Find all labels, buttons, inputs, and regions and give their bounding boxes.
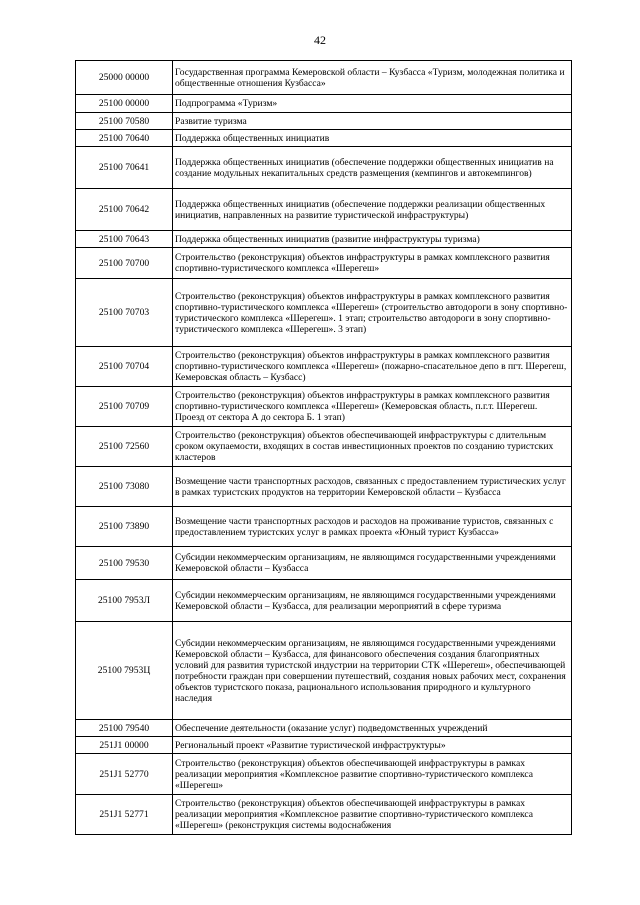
row-code: 25100 79530 <box>76 547 173 580</box>
table-row <box>76 113 572 130</box>
table-row <box>76 387 572 427</box>
table-row <box>76 622 572 720</box>
row-name: Развитие туризма <box>173 113 572 130</box>
budget-classification-table <box>75 60 572 835</box>
table-row <box>76 467 572 507</box>
table-row <box>76 580 572 622</box>
row-code: 25100 79540 <box>76 720 173 737</box>
table-row <box>76 279 572 347</box>
row-code: 25100 70709 <box>76 387 173 427</box>
row-code: 25100 72560 <box>76 427 173 467</box>
row-code: 25100 70640 <box>76 130 173 147</box>
row-name: Поддержка общественных инициатив <box>173 130 572 147</box>
row-name: Строительство (реконструкция) объектов инфраструктуры в рамках комплексного развития спортивно-туристического комплекса «Шерегеш» <box>173 248 572 279</box>
table-row <box>76 347 572 387</box>
row-code: 251J1 52771 <box>76 795 173 835</box>
row-code: 25100 7953Л <box>76 580 173 622</box>
row-name: Субсидии некоммерческим организациям, не являющимся государственными учреждениями Кемеровской области – Кузбасса, для финансового обеспечения создания благоприятных условий для развития туристской индустрии на территории СТК «Шерегеш», обеспечивающей потребности граждан при совершении путешествий, создания новых рабочих мест, сохранения объектов туристского показа, рационального использования природного и культурного наследия <box>173 622 572 720</box>
row-name: Обеспечение деятельности (оказание услуг) подведомственных учреждений <box>173 720 572 737</box>
row-name: Субсидии некоммерческим организациям, не являющимся государственными учреждениями Кемеровской области – Кузбасса, для реализации мероприятий в сфере туризма <box>173 580 572 622</box>
table-row <box>76 427 572 467</box>
table-row <box>76 147 572 189</box>
table-row <box>76 720 572 737</box>
row-code: 25100 7953Ц <box>76 622 173 720</box>
row-code: 25100 73080 <box>76 467 173 507</box>
table-row <box>76 795 572 835</box>
row-code: 25100 70703 <box>76 279 173 347</box>
table-row <box>76 61 572 95</box>
row-name: Строительство (реконструкция) объектов обеспечивающей инфраструктуры с длительным сроком окупаемости, входящих в состав инвестиционных проектов по созданию туристских кластеров <box>173 427 572 467</box>
table-row <box>76 189 572 231</box>
table-row <box>76 737 572 754</box>
table-row <box>76 248 572 279</box>
row-code: 25100 70700 <box>76 248 173 279</box>
row-code: 25100 70580 <box>76 113 173 130</box>
row-code: 251J1 52770 <box>76 754 173 795</box>
row-name: Подпрограмма «Туризм» <box>173 95 572 113</box>
table-row <box>76 547 572 580</box>
row-name: Строительство (реконструкция) объектов инфраструктуры в рамках комплексного развития спортивно-туристического комплекса «Шерегеш» (строительство автодороги в зону спортивно-туристического комплекса «Шерегеш». 1 этап; строительство автодороги в зону спортивно-туристического комплекса «Шерегеш». 3 этап) <box>173 279 572 347</box>
row-code: 25100 70642 <box>76 189 173 231</box>
table-row <box>76 754 572 795</box>
row-name: Субсидии некоммерческим организациям, не являющимся государственными учреждениями Кемеровской области – Кузбасса <box>173 547 572 580</box>
row-code: 25100 70643 <box>76 231 173 248</box>
row-name: Строительство (реконструкция) объектов обеспечивающей инфраструктуры в рамках реализации мероприятия «Комплексное развитие спортивно-туристического комплекса «Шерегеш» <box>173 754 572 795</box>
row-name: Поддержка общественных инициатив (обеспечение поддержки реализации общественных инициатив, направленных на развитие туристической инфраструктуры) <box>173 189 572 231</box>
row-code: 25100 70704 <box>76 347 173 387</box>
row-name: Возмещение части транспортных расходов и расходов на проживание туристов, связанных с предоставлением туристских услуг в рамках проекта «Юный турист Кузбасса» <box>173 507 572 547</box>
row-name: Возмещение части транспортных расходов, связанных с предоставлением туристических услуг в рамках туристских продуктов на территории Кемеровской области – Кузбасса <box>173 467 572 507</box>
row-name: Поддержка общественных инициатив (обеспечение поддержки общественных инициатив на создание модульных некапитальных средств размещения (кемпингов и автокемпингов) <box>173 147 572 189</box>
row-name: Строительство (реконструкция) объектов инфраструктуры в рамках комплексного развития спортивно-туристического комплекса «Шерегеш» (Кемеровская область, п.г.т. Шерегеш. Проезд от сектора А до сектора Б. 1 этап) <box>173 387 572 427</box>
table-row <box>76 231 572 248</box>
table-row <box>76 507 572 547</box>
row-code: 25000 00000 <box>76 61 173 95</box>
table-row <box>76 95 572 113</box>
row-code: 251J1 00000 <box>76 737 173 754</box>
row-name: Региональный проект «Развитие туристической инфраструктуры» <box>173 737 572 754</box>
row-code: 25100 70641 <box>76 147 173 189</box>
row-name: Строительство (реконструкция) объектов инфраструктуры в рамках комплексного развития спортивно-туристического комплекса «Шерегеш» (пожарно-спасательное депо в пгт. Шерегеш, Кемеровская область – Кузбасс) <box>173 347 572 387</box>
table-row <box>76 130 572 147</box>
row-name: Строительство (реконструкция) объектов обеспечивающей инфраструктуры в рамках реализации мероприятия «Комплексное развитие спортивно-туристического комплекса «Шерегеш» (реконструкция системы водоснабжения <box>173 795 572 835</box>
page-number: 42 <box>314 33 326 47</box>
row-code: 25100 73890 <box>76 507 173 547</box>
row-name: Поддержка общественных инициатив (развитие инфраструктуры туризма) <box>173 231 572 248</box>
row-code: 25100 00000 <box>76 95 173 113</box>
row-name: Государственная программа Кемеровской области – Кузбасса «Туризм, молодежная политика и общественные отношения Кузбасса» <box>173 61 572 95</box>
